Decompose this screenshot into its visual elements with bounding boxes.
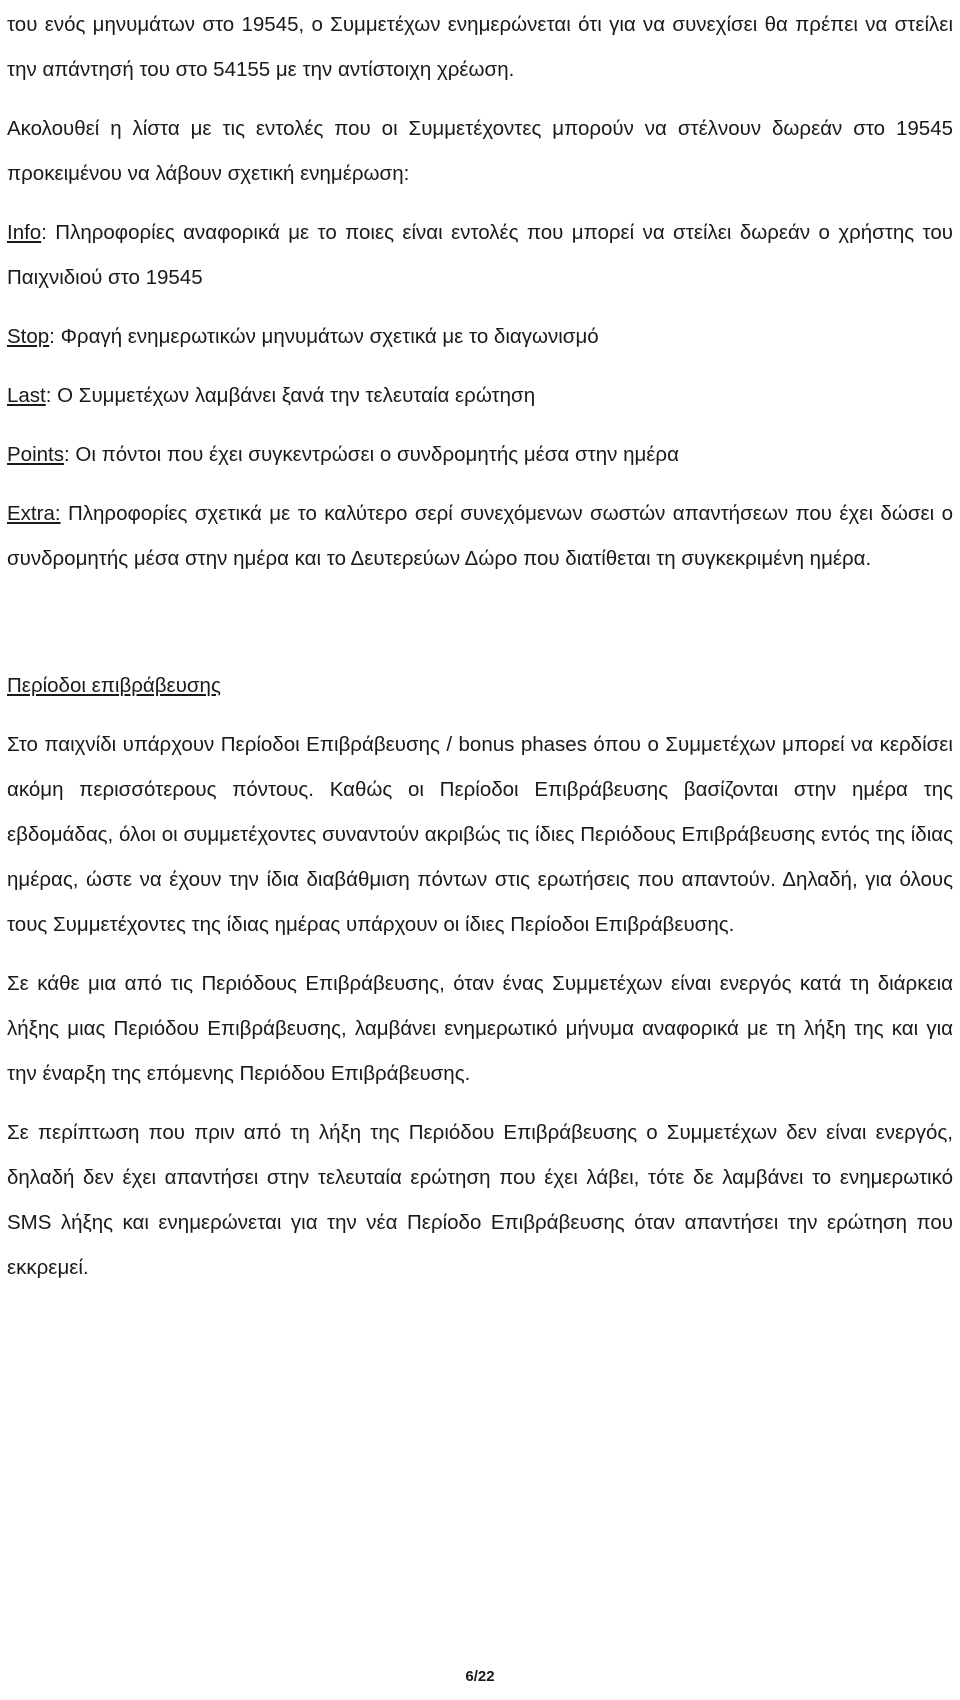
command-info	[7, 210, 953, 300]
command-key: Stop	[7, 325, 50, 348]
command-sep: :	[63, 443, 76, 466]
command-key: Points	[7, 443, 64, 466]
command-desc: Πληροφορίες αναφορικά με το ποιες είναι εντολές που μπορεί να στείλει δωρεάν ο χρήστης του Παιχνιδιού στο 19545	[7, 221, 953, 289]
command-points	[7, 432, 953, 477]
command-last	[7, 373, 953, 418]
command-sep: :	[41, 221, 56, 244]
bonus-paragraph: Σε κάθε μια από τις Περιόδους Επιβράβευσης, όταν ένας Συμμετέχων είναι ενεργός κατά τη διάρκεια λήξης μιας Περιόδου Επιβράβευσης, λαμβάνει ενημερωτικό μήνυμα αναφορικά με τη λήξη της και για την έναρξη της επόμενης Περιόδου Επιβράβευσης.	[7, 972, 953, 1085]
command-extra	[7, 491, 953, 581]
command-sep: :	[45, 384, 58, 407]
bonus-paragraph: Σε περίπτωση που πριν από τη λήξη της Περιόδου Επιβράβευσης ο Συμμετέχων δεν είναι ενεργός, δηλαδή δεν έχει απαντήσει στην τελευταία ερώτηση που έχει λάβει, τότε δε λαμβάνει το ενημερωτικό SMS λήξης και ενημερώνεται για την νέα Περίοδο Επιβράβευσης όταν απαντήσει την ερώτηση που εκκρεμεί.	[7, 1121, 953, 1279]
intro-continuation: του ενός μηνυμάτων στο 19545, ο Συμμετέχων ενημερώνεται ότι για να συνεχίσει θα πρέπει να στείλει την απάντησή του στο 54155 με την αντίστοιχη χρέωση.	[7, 13, 953, 81]
command-desc: Ο Συμμετέχων λαμβάνει ξανά την τελευταία ερώτηση	[57, 384, 536, 407]
bonus-paragraph: Στο παιχνίδι υπάρχουν Περίοδοι Επιβράβευσης / bonus phases όπου ο Συμμετέχων μπορεί να κερδίσει ακόμη περισσότερους πόντους. Καθώς οι Περίοδοι Επιβράβευσης βασίζονται στην ημέρα της εβδομάδας, όλοι οι συμμετέχοντες συναντούν ακριβώς τις ίδιες Περιόδους Επιβράβευσης εντός της ίδιας ημέρας, ώστε να έχουν την ίδια διαβάθμιση πόντων στις ερωτήσεις που απαντούν. Δηλαδή, για όλους τους Συμμετέχοντες της ίδιας ημέρας υπάρχουν οι ίδιες Περίοδοι Επιβράβευσης.	[7, 733, 953, 936]
page-number: 6/22	[465, 1668, 495, 1685]
command-desc: Πληροφορίες σχετικά με το καλύτερο σερί συνεχόμενων σωστών απαντήσεων που έχει δώσει ο συνδρομητής μέσα στην ημέρα και το Δευτερεύων Δώρο που διατίθεται τη συγκεκριμένη ημέρα.	[7, 502, 953, 570]
command-list-intro: Ακολουθεί η λίστα με τις εντολές που οι Συμμετέχοντες μπορούν να στέλνουν δωρεάν στο 19545 προκειμένου να λάβουν σχετική ενημέρωση:	[7, 117, 953, 185]
command-sep: :	[49, 325, 61, 348]
section-heading-bonus-periods: Περίοδοι επιβράβευσης	[7, 674, 221, 697]
command-sep	[61, 502, 68, 525]
command-stop	[7, 314, 953, 359]
command-key: Info	[7, 221, 42, 244]
document-page	[7, 0, 953, 1290]
command-key: Last	[7, 384, 46, 407]
command-desc: Οι πόντοι που έχει συγκεντρώσει ο συνδρομητής μέσα στην ημέρα	[75, 443, 679, 466]
command-desc: Φραγή ενημερωτικών μηνυμάτων σχετικά με το διαγωνισμό	[60, 325, 599, 348]
command-key: Extra:	[7, 502, 61, 525]
